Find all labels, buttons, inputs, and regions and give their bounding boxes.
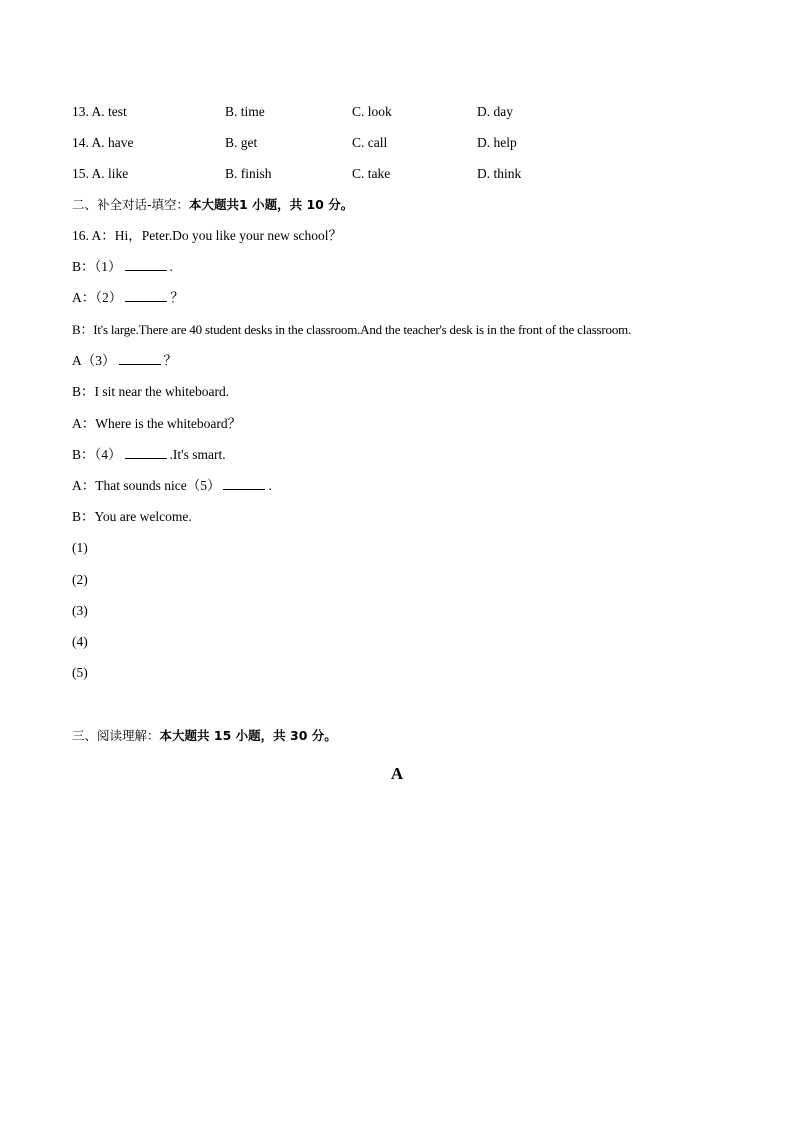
option-c: C. call [352,135,388,150]
section-2-points: 10 [306,197,324,212]
section-2-suffix: 分。 [323,197,354,212]
section-3-mid-text: 小题，共 [231,728,290,743]
answer-label-5: (5) [72,665,88,680]
dialogue-line-1: 16. A：Hi，Peter.Do you like your new school？ [72,228,342,243]
option-a: 15. A. like [72,166,129,181]
section-2-title [72,195,353,215]
dialogue-line-7: A：Where is the whiteboard？ [72,416,242,431]
answer-label-3: (3) [72,603,88,618]
option-a: 14. A. have [72,135,134,150]
option-c: C. look [352,104,392,119]
dialogue-punct: ？ [170,290,184,305]
answer-blank-5[interactable] [223,476,265,490]
dialogue-line-4: B：It's large.There are 40 student desks in the classroom.And the teacher's desk is in the front of the classroom. [72,322,632,337]
dialogue-line-2 [72,257,173,277]
section-3-suffix: 分。 [307,728,337,743]
section-3-label: 三、阅读理解： [72,728,160,743]
dialogue-speaker: A（3） [72,353,116,368]
option-d: D. help [477,135,517,150]
section-3-points: 30 [290,728,308,743]
answer-label-1: (1) [72,540,88,555]
section-2-count-text: 本大题共 [189,197,240,212]
dialogue-line-5 [72,351,177,371]
answer-label-2: (2) [72,572,88,587]
section-2-label: 二、补全对话-填空： [72,197,190,212]
answer-label-4: (4) [72,634,88,649]
answer-blank-2[interactable] [125,288,167,302]
dialogue-punct: . [169,259,173,274]
dialogue-speaker: A：（2） [72,290,123,305]
dialogue-speaker: A：That sounds nice（5） [72,478,221,493]
dialogue-line-9 [72,476,272,496]
option-b: B. get [225,135,258,150]
section-3-question-count: 15 [213,728,232,743]
answer-blank-3[interactable] [119,351,161,365]
dialogue-punct: .It's smart. [169,447,226,462]
section-3-count-text: 本大题共 [159,728,214,743]
section-2-question-count: 1 [239,197,248,212]
dialogue-line-8 [72,445,226,465]
passage-title: A [390,764,404,783]
answer-blank-1[interactable] [125,257,167,271]
option-c: C. take [352,166,391,181]
dialogue-punct: . [268,478,272,493]
dialogue-speaker: B：（4） [72,447,122,462]
section-3-title [72,726,337,746]
dialogue-line-6: B：I sit near the whiteboard. [72,384,230,399]
section-2-mid-text: 小题，共 [247,197,307,212]
dialogue-punct: ？ [163,353,177,368]
dialogue-speaker: B：（1） [72,259,122,274]
dialogue-line-10: B：You are welcome. [72,509,192,524]
answer-blank-4[interactable] [125,445,167,459]
option-a: 13. A. test [72,104,127,119]
option-d: D. think [477,166,522,181]
option-b: B. time [225,104,265,119]
dialogue-line-3 [72,288,184,308]
option-b: B. finish [225,166,272,181]
option-d: D. day [477,104,513,119]
